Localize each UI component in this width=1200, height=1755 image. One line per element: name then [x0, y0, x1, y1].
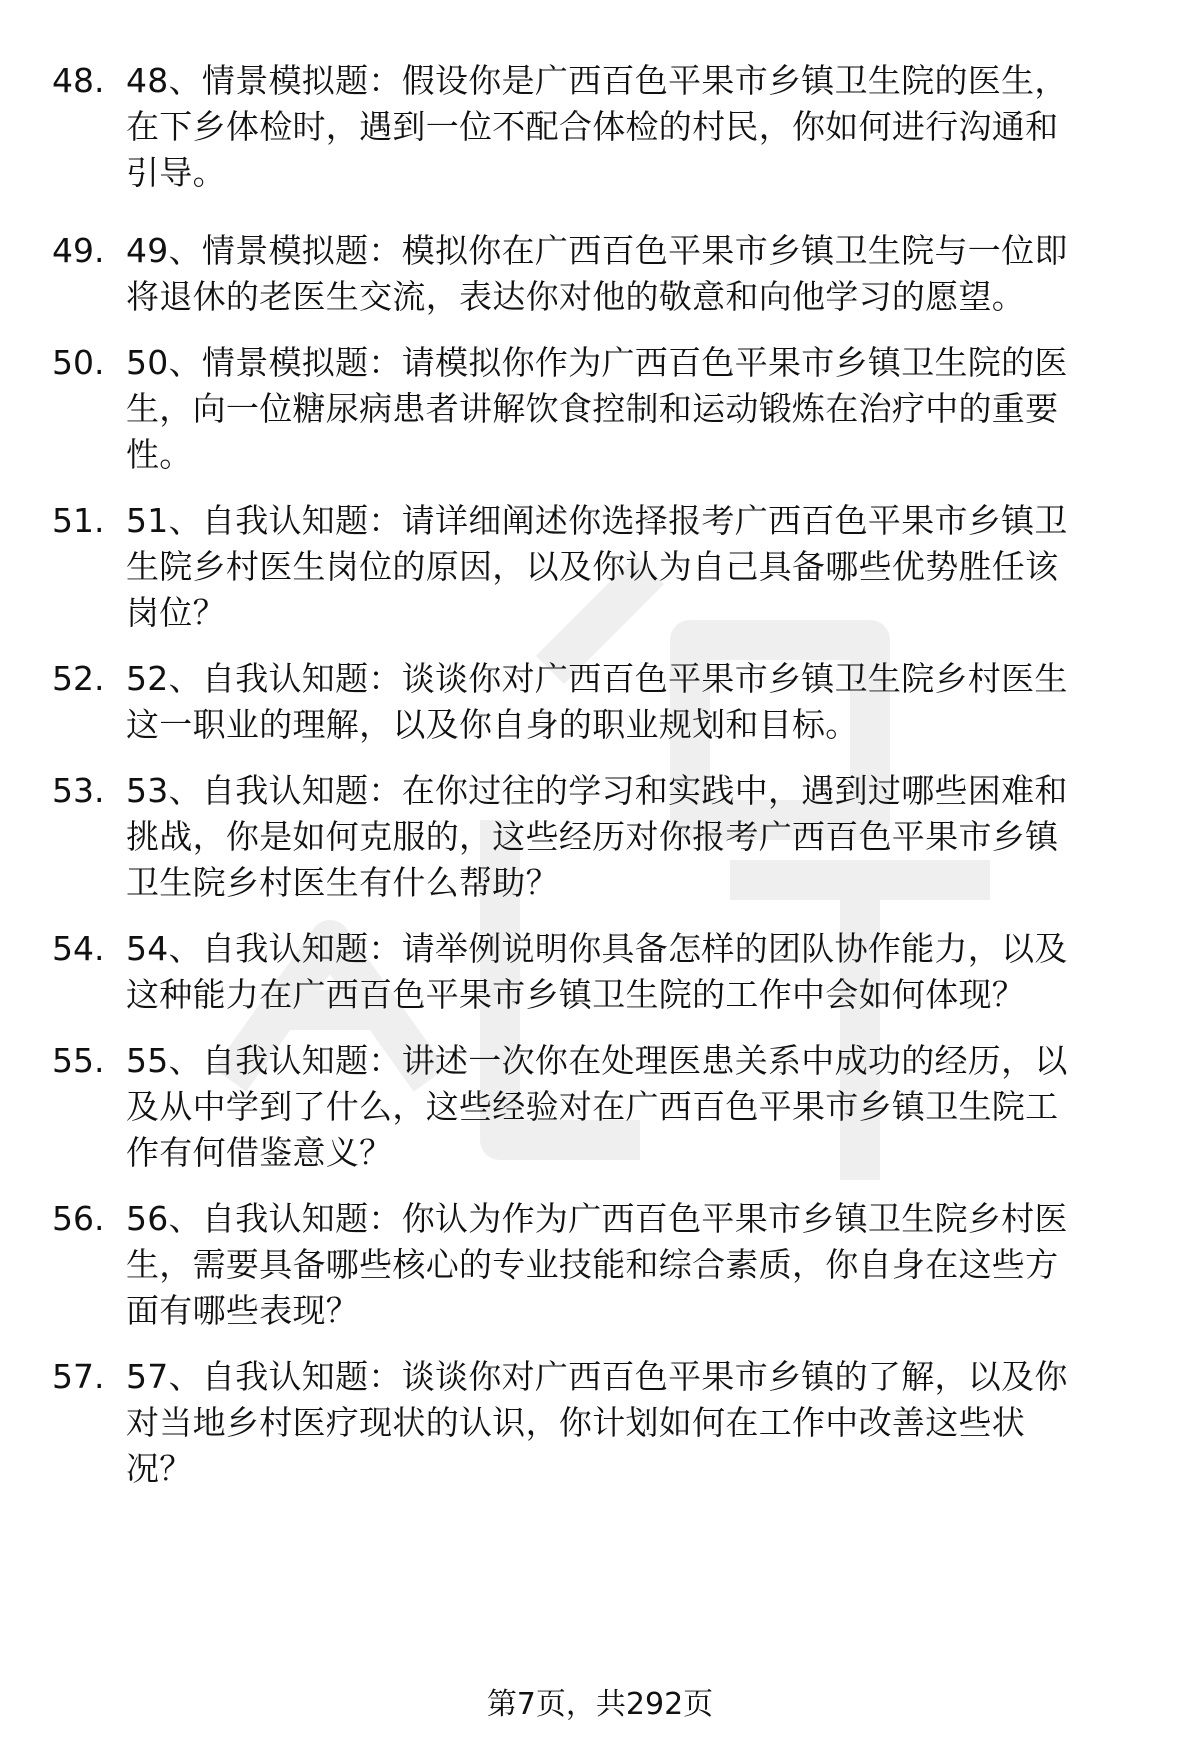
- question-text: 49、情景模拟题：模拟你在广西百色平果市乡镇卫生院与一位即 将退休的老医生交流，表达你对他的敬意和向他学习的愿望。: [126, 231, 1068, 316]
- question-text: 52、自我认知题：谈谈你对广西百色平果市乡镇卫生院乡村医生 这一职业的理解，以及你自身的职业规划和目标。: [126, 659, 1068, 744]
- question-number: 50.: [52, 343, 105, 382]
- page-footer: 第7页，共292页: [486, 1687, 714, 1722]
- question-number: 57.: [52, 1357, 105, 1396]
- question-number: 48.: [52, 61, 105, 100]
- question-text: 57、自我认知题：谈谈你对广西百色平果市乡镇的了解，以及你 对当地乡村医疗现状的认识，你计划如何在工作中改善这些状 况？: [126, 1357, 1068, 1488]
- question-number: 56.: [52, 1199, 105, 1238]
- question-text: 54、自我认知题：请举例说明你具备怎样的团队协作能力，以及 这种能力在广西百色平果市乡镇卫生院的工作中会如何体现？: [126, 929, 1068, 1014]
- question-number: 53.: [52, 771, 105, 810]
- question-number: 54.: [52, 929, 105, 968]
- question-number: 49.: [52, 231, 105, 270]
- question-number: 51.: [52, 501, 105, 540]
- question-text: 53、自我认知题：在你过往的学习和实践中，遇到过哪些困难和 挑战，你是如何克服的，这些经历对你报考广西百色平果市乡镇 卫生院乡村医生有什么帮助？: [126, 771, 1068, 902]
- question-text: 48、情景模拟题：假设你是广西百色平果市乡镇卫生院的医生， 在下乡体检时，遇到一位不配合体检的村民，你如何进行沟通和 引导。: [126, 61, 1068, 192]
- question-text: 50、情景模拟题：请模拟你作为广西百色平果市乡镇卫生院的医 生，向一位糖尿病患者讲解饮食控制和运动锻炼在治疗中的重要 性。: [126, 343, 1068, 474]
- question-number: 55.: [52, 1041, 105, 1080]
- question-number: 52.: [52, 659, 105, 698]
- question-text: 51、自我认知题：请详细阐述你选择报考广西百色平果市乡镇卫 生院乡村医生岗位的原因，以及你认为自己具备哪些优势胜任该 岗位？: [126, 501, 1068, 632]
- question-text: 56、自我认知题：你认为作为广西百色平果市乡镇卫生院乡村医 生，需要具备哪些核心的专业技能和综合素质，你自身在这些方 面有哪些表现？: [126, 1199, 1068, 1330]
- question-text: 55、自我认知题：讲述一次你在处理医患关系中成功的经历，以 及从中学到了什么，这些经验对在广西百色平果市乡镇卫生院工 作有何借鉴意义？: [126, 1041, 1068, 1172]
